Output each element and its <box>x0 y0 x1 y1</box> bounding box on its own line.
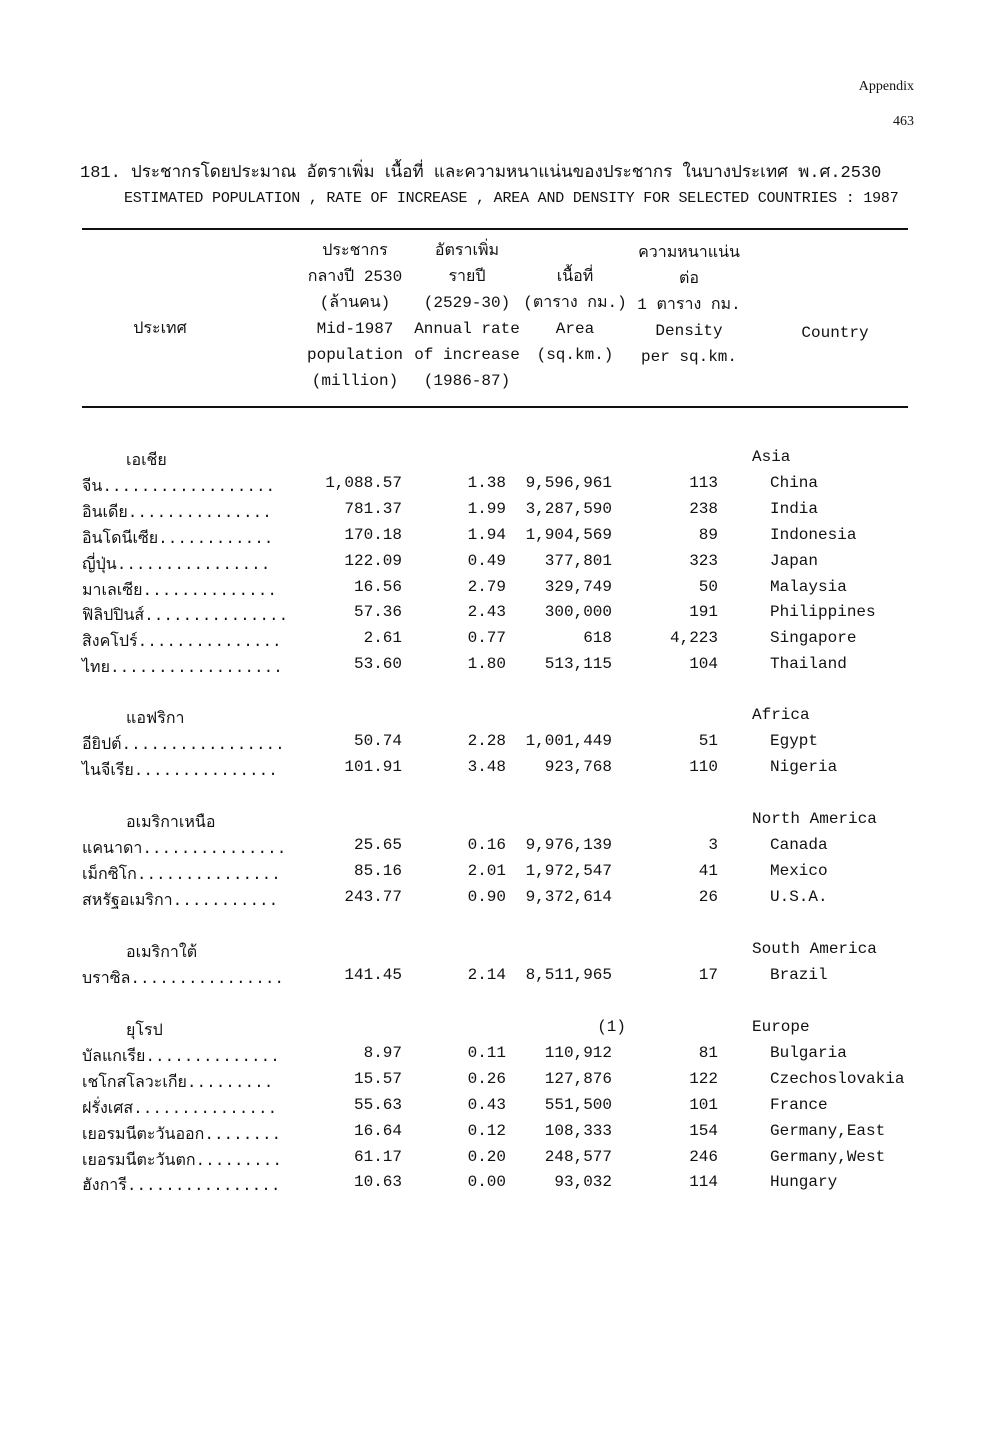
area-cell: 9,596,961 <box>525 473 612 492</box>
header-line: รายปี <box>448 268 486 286</box>
area-cell: 1,904,569 <box>525 525 612 544</box>
country-name-thai: ฮังการี................ <box>82 1177 281 1196</box>
country-name-english: Malaysia <box>770 577 847 596</box>
area-cell: 93,032 <box>554 1173 612 1192</box>
header-line: (2529-30) <box>423 294 511 312</box>
rate-cell: 1.99 <box>467 499 506 518</box>
area-cell: 8,511,965 <box>525 965 612 984</box>
region-heading <box>82 448 908 474</box>
header-line: ประเทศ <box>133 320 187 338</box>
rate-cell: 2.28 <box>467 731 506 750</box>
population-cell: 16.64 <box>353 1121 402 1140</box>
rate-cell: 0.00 <box>467 1173 506 1192</box>
header-line: ความหนาแน่น <box>638 244 740 262</box>
rate-cell: 1.38 <box>467 473 506 492</box>
area-cell: 513,115 <box>544 655 612 674</box>
region-heading <box>82 810 908 836</box>
col-header-population <box>300 238 410 394</box>
region-name-thai: อเมริกาเหนือ <box>126 814 216 832</box>
table-row <box>82 474 908 500</box>
col-header-density <box>630 240 748 370</box>
density-cell: 238 <box>689 499 718 518</box>
table-row <box>82 526 908 552</box>
country-name-thai: เยอรมนีตะวันตก......... <box>82 1151 282 1170</box>
population-cell: 10.63 <box>353 1173 402 1192</box>
rate-cell: 0.43 <box>467 1095 506 1114</box>
country-name-thai: มาเลเซีย.............. <box>82 581 277 600</box>
country-name-english: Nigeria <box>770 757 838 776</box>
country-name-thai: ฝรั่งเศส............... <box>82 1099 278 1118</box>
country-name-english: Canada <box>770 835 828 854</box>
table-row <box>82 578 908 604</box>
country-name-thai: เยอรมนีตะวันออก........ <box>82 1125 282 1144</box>
density-cell: 41 <box>698 861 718 880</box>
header-line: population <box>306 346 403 364</box>
density-cell: 191 <box>689 603 718 622</box>
density-cell: 26 <box>698 887 718 906</box>
footnote-marker: (1) <box>597 1018 626 1036</box>
country-name-english: Hungary <box>770 1173 838 1192</box>
country-name-english: Egypt <box>770 731 819 750</box>
country-name-english: Brazil <box>770 965 828 984</box>
rate-cell: 0.49 <box>467 551 506 570</box>
density-cell: 4,223 <box>669 629 718 648</box>
region-name-english: Europe <box>752 1018 810 1036</box>
table-row <box>82 888 908 914</box>
rate-cell: 2.79 <box>467 577 506 596</box>
country-name-thai: ไนจีเรีย............... <box>82 761 278 780</box>
country-name-english: Mexico <box>770 861 828 880</box>
density-cell: 114 <box>689 1173 718 1192</box>
rate-cell: 1.94 <box>467 525 506 544</box>
density-cell: 104 <box>689 655 718 674</box>
rate-cell: 0.12 <box>467 1121 506 1140</box>
country-name-english: Thailand <box>770 655 847 674</box>
table-row <box>82 758 908 784</box>
country-name-thai: อินโดนีเซีย............ <box>82 529 274 548</box>
header-line: (1986-87) <box>423 372 511 390</box>
population-cell: 15.57 <box>353 1069 402 1088</box>
table-row <box>82 629 908 655</box>
country-name-thai: บัลแกเรีย.............. <box>82 1047 280 1066</box>
population-cell: 170.18 <box>344 525 402 544</box>
col-header-rate <box>408 238 526 394</box>
header-line: (million) <box>311 372 399 390</box>
density-cell: 3 <box>708 835 718 854</box>
rate-cell: 0.16 <box>467 835 506 854</box>
header-line: เนื้อที่ <box>556 268 594 286</box>
area-cell: 551,500 <box>544 1095 612 1114</box>
density-cell: 122 <box>689 1069 718 1088</box>
density-cell: 89 <box>698 525 718 544</box>
country-name-thai: ญี่ปุ่น................ <box>82 555 271 574</box>
rate-cell: 2.14 <box>467 965 506 984</box>
table-row <box>82 1122 908 1148</box>
population-cell: 61.17 <box>353 1147 402 1166</box>
region-name-english: Asia <box>752 448 791 466</box>
header-line: Density <box>655 322 723 340</box>
table-row <box>82 1148 908 1174</box>
population-cell: 25.65 <box>353 835 402 854</box>
header-line: Country <box>801 324 869 342</box>
area-cell: 3,287,590 <box>525 499 612 518</box>
region-heading <box>82 1018 908 1044</box>
area-cell: 377,801 <box>544 551 612 570</box>
country-name-thai: สหรัฐอเมริกา........... <box>82 891 279 910</box>
density-cell: 50 <box>698 577 718 596</box>
country-name-english: Germany,East <box>770 1121 886 1140</box>
population-cell: 55.63 <box>353 1095 402 1114</box>
region-name-thai: อเมริกาใต้ <box>126 944 198 962</box>
header-line: (ตาราง กม.) <box>523 294 627 312</box>
population-cell: 122.09 <box>344 551 402 570</box>
country-name-thai: บราซิล................ <box>82 969 285 988</box>
area-cell: 1,001,449 <box>525 731 612 750</box>
population-cell: 50.74 <box>353 731 402 750</box>
country-name-english: India <box>770 499 819 518</box>
region-heading <box>82 940 908 966</box>
page-number: 463 <box>893 114 914 129</box>
population-cell: 101.91 <box>344 757 402 776</box>
country-name-english: Bulgaria <box>770 1043 847 1062</box>
header-line: อัตราเพิ่ม <box>434 242 500 260</box>
header-line: ประชากร <box>322 242 388 260</box>
country-name-english: Germany,West <box>770 1147 886 1166</box>
table-title-english: ESTIMATED POPULATION , RATE OF INCREASE , AREA AND DENSITY FOR SELECTED COUNTRIES : 1987 <box>124 190 899 207</box>
area-cell: 329,749 <box>544 577 612 596</box>
population-cell: 8.97 <box>363 1043 402 1062</box>
table-title-thai: 181. ประชากรโดยประมาณ อัตราเพิ่ม เนื้อที่ และความหนาแน่นของประชากร ในบางประเทศ พ.ศ.2530 <box>80 164 882 183</box>
country-name-english: Singapore <box>770 629 857 648</box>
country-name-english: France <box>770 1095 828 1114</box>
country-name-thai: ฟิลิปปินส์............... <box>82 607 289 626</box>
header-line: 1 ตาราง กม. <box>637 296 741 314</box>
header-line: Mid-1987 <box>316 320 394 338</box>
region-name-thai: เอเชีย <box>126 452 167 470</box>
density-cell: 154 <box>689 1121 718 1140</box>
area-cell: 300,000 <box>544 603 612 622</box>
area-cell: 127,876 <box>544 1069 612 1088</box>
rate-cell: 0.11 <box>467 1043 506 1062</box>
population-cell: 781.37 <box>344 499 402 518</box>
table-row <box>82 655 908 681</box>
rate-cell: 1.80 <box>467 655 506 674</box>
population-cell: 1,088.57 <box>325 473 402 492</box>
population-cell: 57.36 <box>353 603 402 622</box>
population-cell: 141.45 <box>344 965 402 984</box>
header-line: Annual rate <box>414 320 520 338</box>
rate-cell: 2.01 <box>467 861 506 880</box>
density-cell: 51 <box>698 731 718 750</box>
header-line: (ล้านคน) <box>319 294 391 312</box>
header-line: per sq.km. <box>640 348 737 366</box>
population-cell: 243.77 <box>344 887 402 906</box>
country-name-english: Japan <box>770 551 819 570</box>
rate-cell: 0.90 <box>467 887 506 906</box>
header-line: กลางปี 2530 <box>307 268 403 286</box>
rate-cell: 0.77 <box>467 629 506 648</box>
area-cell: 618 <box>583 629 612 648</box>
table-row <box>82 732 908 758</box>
header-line: Area <box>555 320 595 338</box>
area-cell: 9,976,139 <box>525 835 612 854</box>
area-cell: 110,912 <box>544 1043 612 1062</box>
country-name-thai: แคนาดา............... <box>82 839 287 858</box>
region-name-english: Africa <box>752 706 810 724</box>
area-cell: 248,577 <box>544 1147 612 1166</box>
region-name-english: South America <box>752 940 877 958</box>
population-cell: 53.60 <box>353 655 402 674</box>
rate-cell: 3.48 <box>467 757 506 776</box>
country-name-english: Indonesia <box>770 525 857 544</box>
country-name-thai: จีน.................. <box>82 477 276 496</box>
population-cell: 85.16 <box>353 861 402 880</box>
area-cell: 108,333 <box>544 1121 612 1140</box>
density-cell: 113 <box>689 473 718 492</box>
col-header-area <box>520 264 630 368</box>
country-name-thai: สิงคโปร์............... <box>82 633 282 652</box>
density-cell: 81 <box>698 1043 718 1062</box>
region-name-thai: ยุโรป <box>126 1022 163 1040</box>
header-rule <box>82 406 908 408</box>
header-line: (sq.km.) <box>536 346 614 364</box>
table-row <box>82 1096 908 1122</box>
col-header-country-en <box>780 320 890 346</box>
country-name-thai: ไทย.................. <box>82 659 283 678</box>
density-cell: 110 <box>689 757 718 776</box>
density-cell: 101 <box>689 1095 718 1114</box>
country-name-english: Philippines <box>770 603 876 622</box>
header-line: of increase <box>414 346 520 364</box>
country-name-thai: เม็กซิโก............... <box>82 865 281 884</box>
region-name-english: North America <box>752 810 877 828</box>
country-name-english: Czechoslovakia <box>770 1069 905 1088</box>
density-cell: 17 <box>698 965 718 984</box>
area-cell: 923,768 <box>544 757 612 776</box>
table-row <box>82 552 908 578</box>
density-cell: 246 <box>689 1147 718 1166</box>
table-row <box>82 1173 908 1199</box>
table-row <box>82 500 908 526</box>
area-cell: 9,372,614 <box>525 887 612 906</box>
region-name-thai: แอฟริกา <box>126 710 185 728</box>
table-row <box>82 836 908 862</box>
rate-cell: 0.20 <box>467 1147 506 1166</box>
population-cell: 16.56 <box>353 577 402 596</box>
running-header: Appendix <box>858 79 914 94</box>
table-row <box>82 966 908 992</box>
header-line: ต่อ <box>679 270 699 288</box>
country-name-thai: เชโกสโลวะเกีย......... <box>82 1073 274 1092</box>
top-rule <box>82 228 908 230</box>
country-name-english: China <box>770 473 819 492</box>
table-row <box>82 1070 908 1096</box>
table-row <box>82 1044 908 1070</box>
col-header-country-th <box>120 316 200 342</box>
table-row <box>82 862 908 888</box>
country-name-thai: อินเดีย............... <box>82 503 272 522</box>
rate-cell: 0.26 <box>467 1069 506 1088</box>
table-row <box>82 603 908 629</box>
area-cell: 1,972,547 <box>525 861 612 880</box>
rate-cell: 2.43 <box>467 603 506 622</box>
country-name-english: U.S.A. <box>770 887 828 906</box>
population-cell: 2.61 <box>363 629 402 648</box>
country-name-thai: อียิปต์................. <box>82 735 285 754</box>
region-heading <box>82 706 908 732</box>
density-cell: 323 <box>689 551 718 570</box>
